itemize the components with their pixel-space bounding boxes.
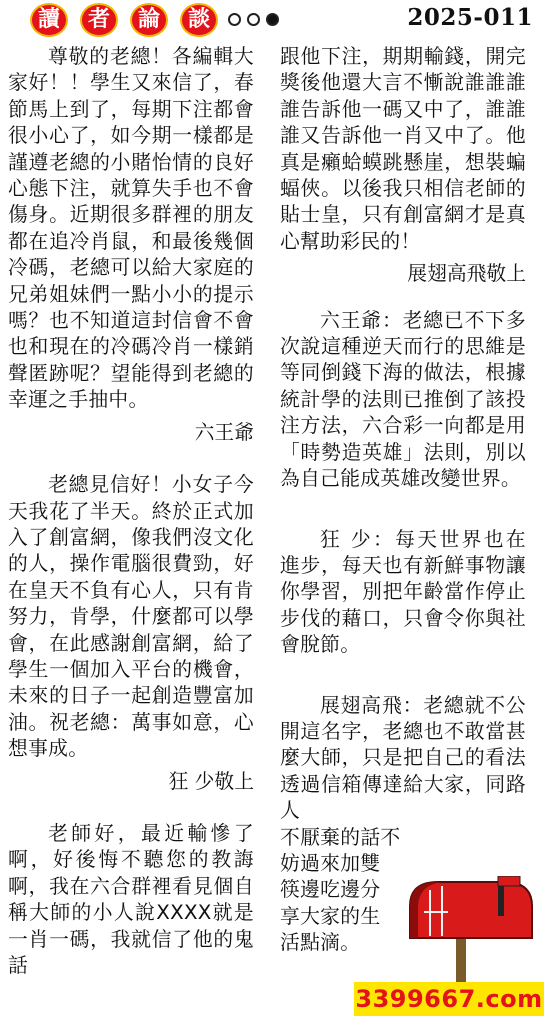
site-watermark	[354, 982, 544, 1016]
issue-number: 2025-011	[407, 4, 533, 31]
dot-filled-icon	[266, 13, 279, 26]
watermark-text: 3399667.com	[355, 985, 543, 1013]
letter-text: 老總見信好！小女子今天我花了半天。終於正式加入了創富網，像我們沒文化的人，操作電腦很費勁，好在皇天不負有心人，只有肯努力，肯學，什麼都可以學會，在此感謝創富網，給了學生一個加入平台的機會，未來的日子一起創造豐富加油。祝老總：萬事如意，心想事成。	[8, 473, 254, 761]
dot-icon	[247, 13, 260, 26]
letter-signature: 六王爺	[194, 420, 254, 444]
reply-tail-line: 享大家的生	[280, 904, 381, 928]
title-char-1: 讀	[30, 3, 68, 37]
reply-tail-line: 筷邊吃邊分	[280, 878, 381, 902]
reply-tail-line: 不厭棄的話不	[280, 825, 401, 849]
page-indicator	[228, 10, 279, 28]
left-column	[8, 44, 254, 979]
title-char-4: 談	[180, 3, 218, 37]
dot-icon	[228, 13, 241, 26]
letter-text: 老師好，最近輸慘了啊，好後悔不聽您的教誨啊，我在六合群裡看見個自稱大師的小人說XXXX就是一肖一碼，我就信了他的鬼話	[8, 821, 254, 977]
red-mailbox-icon	[400, 876, 535, 986]
letter-signature: 狂 少敬上	[168, 769, 254, 793]
reply-tail-line: 妨過來加雙	[280, 851, 381, 875]
right-column	[280, 44, 526, 957]
title-char-3: 論	[130, 3, 168, 37]
reply-tail-line: 活點滴。	[280, 931, 361, 955]
reply-text: 展翅高飛：老總就不公開這名字，老總也不敢當甚麼大師，只是把自己的看法透過信箱傳達給大家，同路人	[280, 693, 526, 823]
reply-text: 狂 少：每天世界也在進步，每天也有新鮮事物讓你學習，別把年齡當作停止步伐的藉口，只會令你與社會脫節。	[280, 527, 526, 657]
letter-text: 跟他下注，期期輸錢，開完獎後他還大言不慚說誰誰誰誰告訴他一碼又中了，誰誰誰又告訴他一肖又中了。他真是癩蛤蟆跳懸崖，想裝蝙蝠俠。以後我只相信老師的貼士皇，只有創富網才是真心幫助彩民的！	[280, 45, 526, 253]
title-char-2: 者	[80, 3, 118, 37]
page-header	[0, 0, 545, 40]
letter-text: 尊敬的老總！各編輯大家好！！學生又來信了，春節馬上到了，每期下注都會很小心了，如今期一樣都是謹遵老總的小賭怡情的良好心態下注，就算失手也不會傷身。近期很多群裡的朋友都在追冷肖鼠，和最後幾個冷碼，老總可以給大家庭的兄弟姐妹們一點小小的提示嗎？也不知道這封信會不會也和現在的冷碼冷肖一樣銷聲匿跡呢？望能得到老總的幸運之手抽中。	[8, 45, 254, 412]
letter-signature: 展翅高飛敬上	[407, 262, 526, 286]
reply-text: 六王爺：老總已不下多次說這種逆天而行的思維是等同倒錢下海的做法，根據統計學的法則已推倒了該投注方法，六合彩一向都是用「時勢造英雄」法則，別以為自己能成英雄改變世界。	[280, 308, 526, 491]
reply-tail	[280, 825, 420, 957]
